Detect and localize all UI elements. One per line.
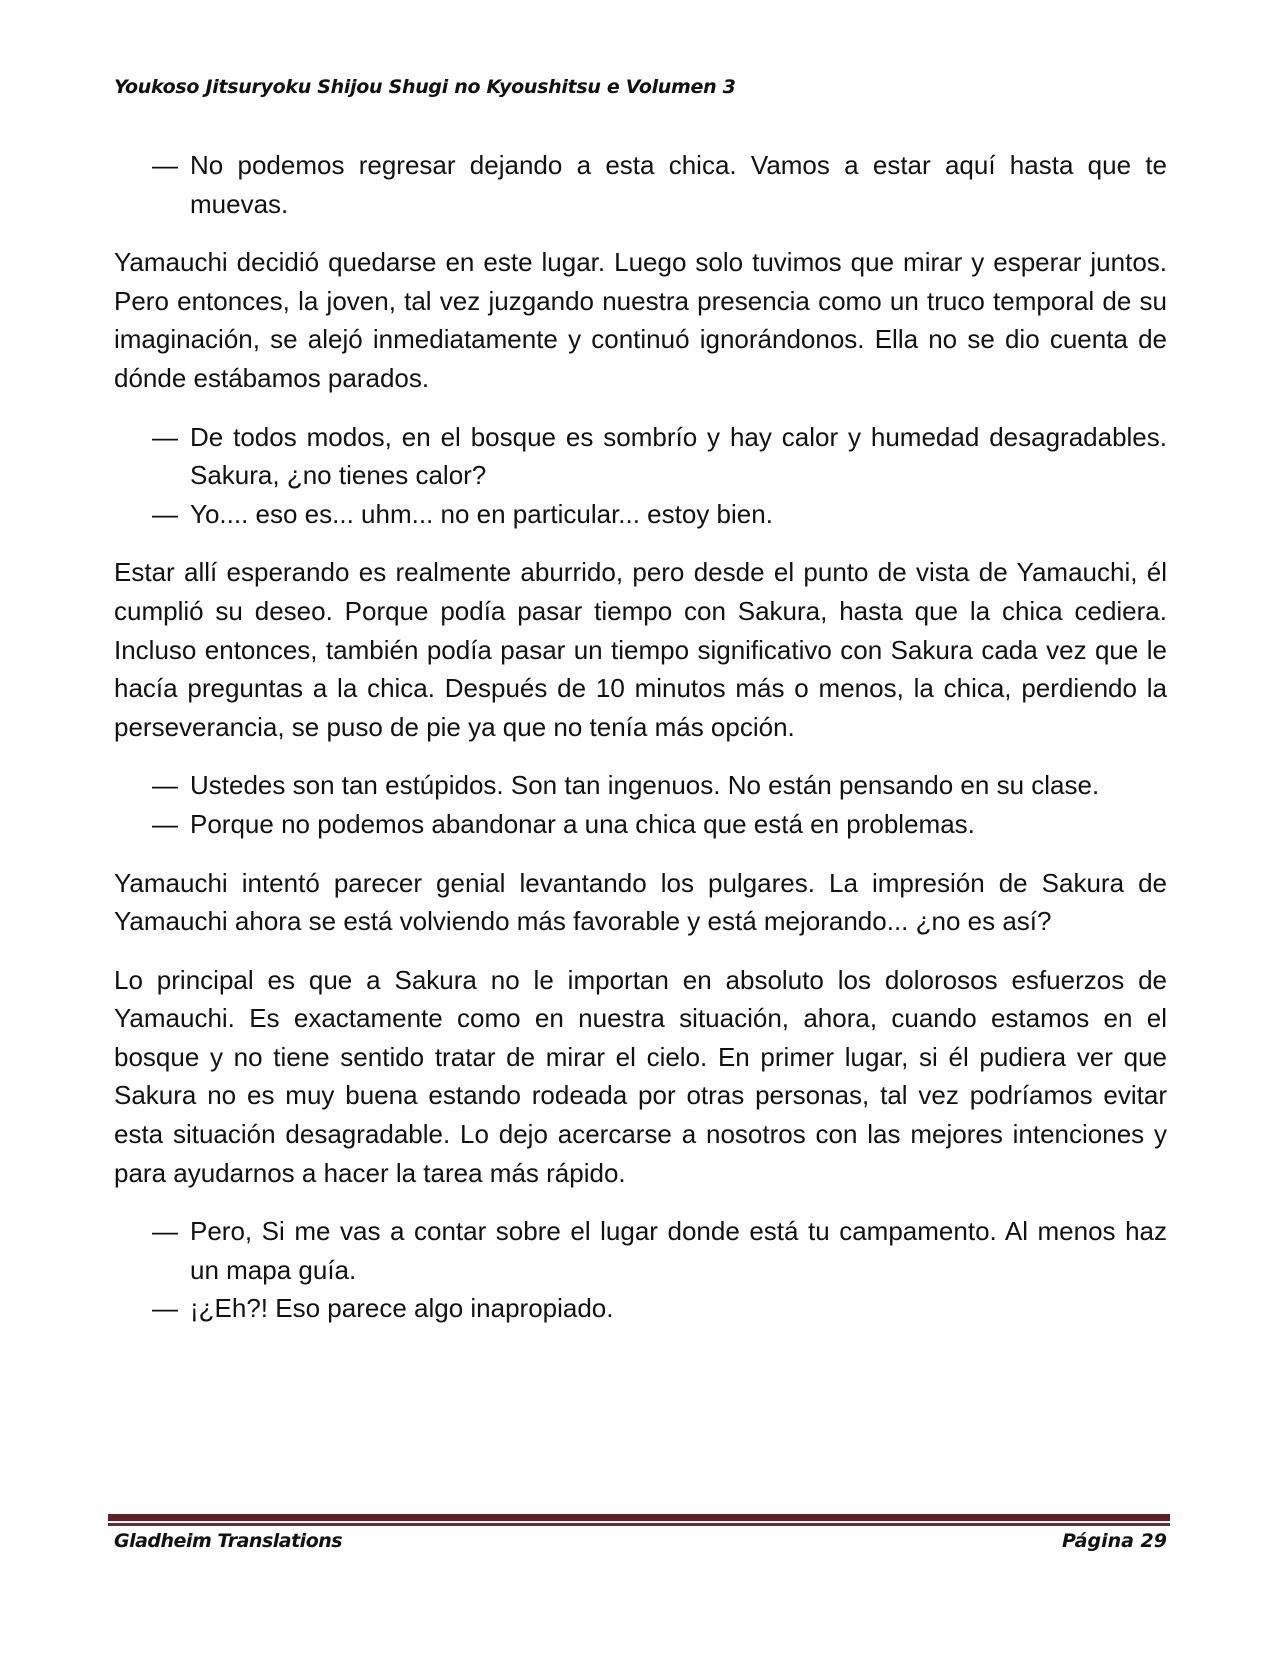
dash-mark: — — [152, 1293, 178, 1324]
dialogue-group — [114, 766, 1167, 843]
dash-mark: — — [152, 808, 178, 839]
paragraph: Yamauchi decidió quedarse en este lugar. Luego solo tuvimos que mirar y esperar juntos. Pero entonces, la joven, tal vez juzgando nuestra presencia como un truco temporal de su imaginación, se alejó inmediatamente y continuó ignorándonos. Ella no se dio cuenta de dónde estábamos parados. — [114, 247, 1167, 393]
page-number: Página 29 — [1061, 1530, 1167, 1552]
paragraph: Lo principal es que a Sakura no le importan en absoluto los dolorosos esfuerzos de Yamauchi. Es exactamente como en nuestra situación, ahora, cuando estamos en el bosque y no tiene sentido tratar de mirar el cielo. En primer lugar, si él pudiera ver que Sakura no es muy buena estando rodeada por otras personas, tal vez podríamos evitar esta situación desagradable. Lo dejo acercarse a nosotros con las mejores intenciones y para ayudarnos a hacer la tarea más rápido. — [114, 964, 1167, 1188]
footer-rule-thin — [108, 1523, 1170, 1526]
dialogue-line: — No podemos regresar dejando a esta chica. Vamos a estar aquí hasta que te muevas. — [114, 146, 1167, 223]
running-header: Youkoso Jitsuryoku Shijou Shugi no Kyoushitsu e Volumen 3 — [114, 76, 736, 98]
dash-mark: — — [152, 150, 178, 180]
dialogue-line: — ¡¿Eh?! Eso parece algo inapropiado. — [114, 1289, 1167, 1328]
page-body — [114, 146, 1167, 1348]
dialogue-line: — Pero, Si me vas a contar sobre el lugar donde está tu campamento. Al menos haz un mapa guía. — [114, 1212, 1167, 1289]
dash-mark: — — [152, 1216, 178, 1247]
dash-mark: — — [152, 498, 178, 529]
dialogue-line: — De todos modos, en el bosque es sombrío y hay calor y humedad desagradables. Sakura, ¿no tienes calor? — [114, 418, 1167, 495]
footer-rule — [108, 1514, 1170, 1526]
footer-translator: Gladheim Translations — [114, 1530, 343, 1552]
paragraph: Estar allí esperando es realmente aburrido, pero desde el punto de vista de Yamauchi, él cumplió su deseo. Porque podía pasar tiempo con Sakura, hasta que la chica cediera. Incluso entonces, también podía pasar un tiempo significativo con Sakura cada vez que le hacía preguntas a la chica. Después de 10 minutos más o menos, la chica, perdiendo la perseverancia, se puso de pie ya que no tenía más opción. — [114, 557, 1167, 742]
dialogue-line: — Porque no podemos abandonar a una chica que está en problemas. — [114, 805, 1167, 844]
footer-rule-thick — [108, 1514, 1170, 1521]
dialogue-group — [114, 1212, 1167, 1328]
dialogue-group — [114, 418, 1167, 534]
dash-mark: — — [152, 770, 178, 801]
dialogue-line: — Ustedes son tan estúpidos. Son tan ingenuos. No están pensando en su clase. — [114, 766, 1167, 805]
dash-mark: — — [152, 421, 178, 452]
dialogue-line: — Yo.... eso es... uhm... no en particular... estoy bien. — [114, 495, 1167, 534]
dialogue-group — [114, 146, 1167, 223]
paragraph: Yamauchi intentó parecer genial levantando los pulgares. La impresión de Sakura de Yamauchi ahora se está volviendo más favorable y está mejorando... ¿no es así? — [114, 867, 1167, 937]
